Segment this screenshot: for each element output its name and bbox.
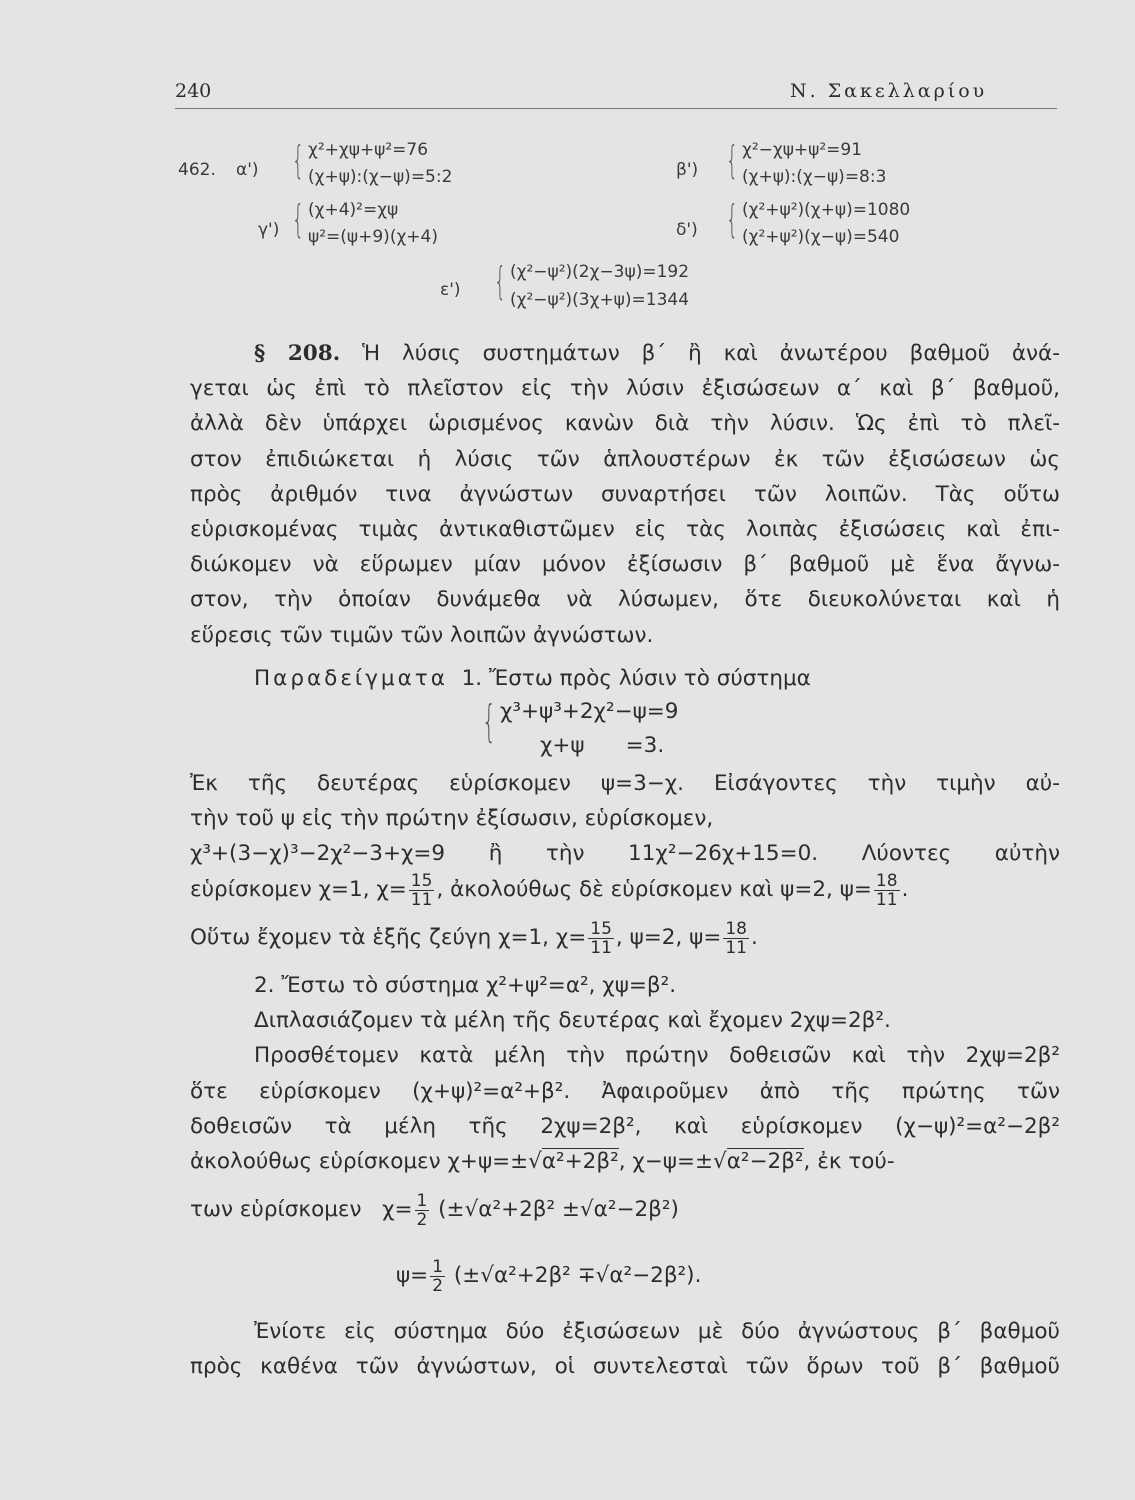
- exercise-b-eq1: χ²−χψ+ψ²=91: [742, 140, 863, 160]
- exercise-d-label: δ'): [676, 220, 698, 240]
- section-mark: § 208.: [254, 341, 341, 366]
- text-span: ἀκολούθως εὑρίσκομεν χ+ψ=±√: [190, 1148, 542, 1174]
- numerator: 15: [590, 918, 612, 939]
- numerator: 18: [725, 918, 747, 939]
- brace-a: {: [292, 138, 305, 182]
- numerator: 1: [432, 1256, 444, 1277]
- system-eq2: χ+ψ =3.: [540, 733, 665, 758]
- exercise-a-label: α'): [236, 160, 259, 180]
- text-span: , ἀκολούθως δὲ εὑρίσκομεν καὶ ψ=2, ψ=: [436, 877, 872, 902]
- radicand: α²+2β²: [541, 1148, 619, 1174]
- text-span: των εὑρίσκομεν: [190, 1197, 362, 1222]
- exercise-c-eq1: (χ+4)²=χψ: [308, 200, 399, 220]
- text-line: Ἐκ τῆς δευτέρας εὑρίσκομεν ψ=3−χ. Εἰσάγοντες τὴν τιμὴν αὐ-: [190, 771, 1060, 796]
- text-line: Ἐνίοτε εἰς σύστημα δύο ἐξισώσεων μὲ δύο ἀγνώστους β΄ βαθμοῦ: [254, 1319, 1060, 1344]
- text-line: τὴν τοῦ ψ εἰς τὴν πρώτην ἐξίσωσιν, εὑρίσκομεν,: [190, 806, 714, 832]
- page-number: 240: [175, 80, 212, 102]
- radicand: α²−2β²: [726, 1148, 804, 1174]
- text-span: (±√α²+2β² ±√α²−2β²): [438, 1197, 679, 1222]
- examples-heading-line: [254, 661, 811, 696]
- exercise-b-label: β'): [676, 160, 699, 180]
- numerator: 15: [410, 870, 433, 891]
- exercise-a-eq2: (χ+ψ):(χ−ψ)=5:2: [308, 167, 453, 187]
- text-line: εὑρισκομένας τιμὰς ἀντικαθιστῶμεν εἰς τὰς λοιπὰς ἐξισώσεις καὶ ἐπι-: [190, 516, 1060, 542]
- fraction-15-11: [588, 920, 614, 957]
- pairs-line: Οὕτω ἔχομεν τὰ ἑξῆς ζεύγη χ=1, χ= $\frac{15}{11}$ , ψ=2, ψ= $\frac{18}{11}$ .: [190, 918, 758, 958]
- exercise-e-label: ε'): [440, 280, 461, 300]
- text-line: δοθεισῶν τὰ μέλη τῆς 2χψ=2β², καὶ εὑρίσκομεν (χ−ψ)²=α²−2β²: [190, 1113, 1060, 1139]
- text-span: , ἐκ τού-: [803, 1148, 895, 1174]
- example-2-body: [190, 968, 1060, 1179]
- header-rule: [175, 108, 1057, 109]
- text-line: 2. Ἔστω τὸ σύστημα χ²+ψ²=α², χψ=β².: [254, 973, 677, 998]
- text-span: , ψ=2, ψ=: [615, 925, 722, 950]
- text-line: στον ἐπιδιώκεται ἡ λύσις τῶν ἁπλουστέρων ἐκ τῶν ἐξισώσεων ὡς: [190, 446, 1060, 472]
- running-head: Ν. Σακελλαρίου: [790, 80, 988, 102]
- text-line: [190, 1144, 1060, 1179]
- denominator: 11: [410, 889, 433, 910]
- text-line: πρὸς καθένα τῶν ἀγνώστων, οἱ συντελεσταὶ τῶν ὅρων τοῦ β΄ βαθμοῦ: [190, 1354, 1060, 1380]
- text-line: ὅτε εὑρίσκομεν (χ+ψ)²=α²+β². Ἀφαιροῦμεν ἀπὸ τῆς πρώτης τῶν: [190, 1078, 1060, 1104]
- denominator: 2: [432, 1275, 444, 1296]
- text-span: Ἡ λύσις συστημάτων β΄ ἢ καὶ ἀνωτέρου βαθμοῦ ἀνά-: [362, 341, 1060, 366]
- text-line: χ³+(3−χ)³−2χ²−3+χ=9 ἢ τὴν 11χ²−26χ+15=0. Λύοντες αὐτὴν: [190, 841, 1060, 867]
- brace-c: {: [292, 197, 305, 241]
- closing-paragraph: [190, 1314, 1060, 1384]
- text-line: εὕρεσις τῶν τιμῶν τῶν λοιπῶν ἀγνώστων.: [190, 622, 654, 648]
- fraction-15-11: [409, 872, 435, 909]
- system-brace: {: [482, 696, 496, 747]
- text-span: χ=: [382, 1197, 413, 1222]
- exercise-number: 462.: [178, 160, 216, 180]
- text-line: γεται ὡς ἐπὶ τὸ πλεῖστον εἰς τὴν λύσιν ἐξισώσεων α΄ καὶ β΄ βαθμοῦ,: [190, 376, 1060, 402]
- text-line: [190, 336, 1060, 371]
- text-span: ψ=: [396, 1263, 429, 1288]
- denominator: 11: [875, 889, 898, 910]
- numerator: 1: [416, 1190, 428, 1211]
- y-solution-line: [396, 1254, 701, 1298]
- exercise-d-eq2: (χ²+ψ²)(χ−ψ)=540: [742, 227, 900, 247]
- denominator: 2: [416, 1209, 428, 1230]
- example-1-intro: 1. Ἔστω πρὸς λύσιν τὸ σύστημα: [461, 666, 811, 691]
- section-208: [190, 336, 1060, 653]
- exercise-e-eq2: (χ²−ψ²)(3χ+ψ)=1344: [510, 290, 690, 310]
- fraction-1-2: [430, 1258, 445, 1295]
- exercise-a-eq1: χ²+χψ+ψ²=76: [308, 140, 429, 160]
- examples-heading: Παραδείγματα: [254, 666, 448, 691]
- x-solution-line: [190, 1188, 679, 1232]
- text-line: Διπλασιάζομεν τὰ μέλη τῆς δευτέρας καὶ ἔχομεν 2χψ=2β².: [254, 1008, 891, 1034]
- text-line: ἀλλὰ δὲν ὑπάρχει ὡρισμένος κανὼν διὰ τὴν λύσιν. Ὡς ἐπὶ τὸ πλεῖ-: [190, 411, 1060, 437]
- example-1-body: [190, 766, 1060, 872]
- text-line: Προσθέτομεν κατὰ μέλη τὴν πρώτην δοθεισῶν καὶ τὴν 2χψ=2β²: [254, 1043, 1060, 1069]
- exercise-b-eq2: (χ+ψ):(χ−ψ)=8:3: [742, 167, 887, 187]
- exercise-c-eq2: ψ²=(ψ+9)(χ+4): [308, 227, 438, 247]
- brace-d: {: [726, 197, 739, 241]
- system-eq1: χ³+ψ³+2χ²−ψ=9: [500, 699, 679, 724]
- text-line: πρὸς ἀριθμόν τινα ἀγνώστων συναρτήσει τῶν λοιπῶν. Τὰς οὕτω: [190, 481, 1060, 507]
- text-line: διώκομεν νὰ εὕρωμεν μίαν μόνον ἐξίσωσιν β΄ βαθμοῦ μὲ ἕνα ἄγνω-: [190, 552, 1060, 578]
- fraction-1-2: [415, 1192, 430, 1229]
- text-line: στον, τὴν ὁποίαν δυνάμεθα νὰ λύσωμεν, ὅτε διευκολύνεται καὶ ἡ: [190, 587, 1060, 613]
- roots-line: εὑρίσκομεν χ=1, χ= $\frac{15}{11}$ , ἀκολούθως δὲ εὑρίσκομεν καὶ ψ=2, ψ= $\frac{18}{11}$ .: [190, 870, 909, 910]
- brace-e: {: [494, 259, 507, 303]
- denominator: 11: [725, 937, 747, 958]
- exercise-d-eq1: (χ²+ψ²)(χ+ψ)=1080: [742, 200, 911, 220]
- exercise-e-eq1: (χ²−ψ²)(2χ−3ψ)=192: [510, 262, 690, 282]
- text-span: εὑρίσκομεν χ=1, χ=: [190, 877, 407, 902]
- fraction-18-11: [723, 920, 749, 957]
- denominator: 11: [590, 937, 612, 958]
- text-span: , χ−ψ=±√: [618, 1148, 727, 1174]
- text-span: (±√α²+2β² ∓√α²−2β²).: [453, 1263, 702, 1288]
- brace-b: {: [726, 138, 739, 182]
- text-span: Οὕτω ἔχομεν τὰ ἑξῆς ζεύγη χ=1, χ=: [190, 925, 587, 950]
- numerator: 18: [875, 870, 898, 891]
- fraction-18-11: [874, 872, 900, 909]
- exercise-c-label: γ'): [258, 220, 280, 240]
